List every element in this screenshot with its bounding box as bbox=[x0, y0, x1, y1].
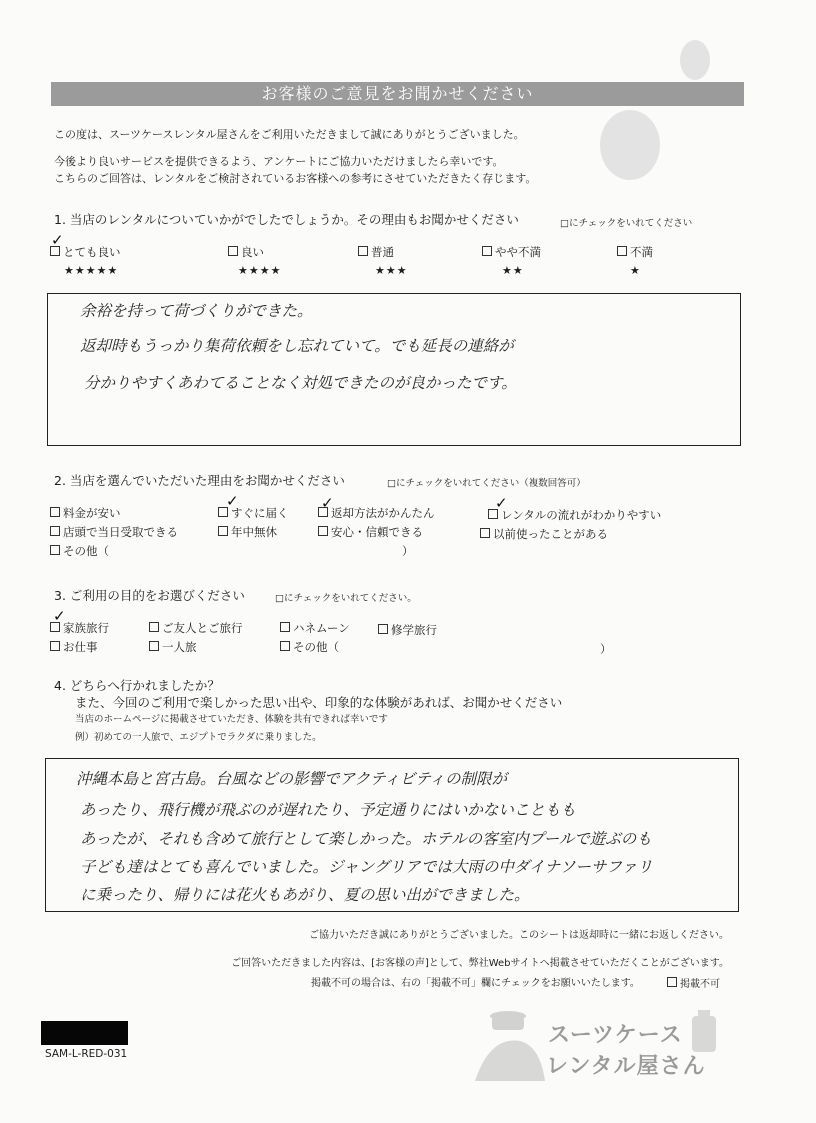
checkbox[interactable] bbox=[378, 624, 388, 634]
option-label: ご友人とご旅行 bbox=[162, 621, 243, 635]
question-4: 4. どちらへ行かれましたか？ bbox=[54, 678, 220, 693]
handwritten-line: 沖縄本島と宮古島。台風などの影響でアクティビティの制限が bbox=[76, 770, 508, 788]
redacted-block bbox=[41, 1021, 128, 1045]
option-label: 普通 bbox=[371, 245, 394, 259]
survey-title: お客様のご意見をお聞かせください bbox=[51, 82, 744, 106]
intro-line: こちらのご回答は、レンタルをご検討されているお客様への参考にさせていただきたく存じます。 bbox=[54, 172, 537, 185]
option-label: とても良い bbox=[63, 245, 121, 259]
check-mark: ✓ bbox=[53, 607, 66, 625]
scan-smudge bbox=[680, 40, 710, 80]
handwritten-line: 返却時もうっかり集荷依頼をし忘れていて。でも延長の連絡が bbox=[80, 337, 514, 355]
checkbox[interactable] bbox=[480, 528, 490, 538]
rating-stars: ★★ bbox=[502, 264, 524, 277]
rating-stars: ★ bbox=[630, 264, 641, 277]
footer-optout-notice: 掲載不可の場合は、右の「掲載不可」欄にチェックをお願いいたします。 bbox=[311, 978, 640, 989]
option-label: その他（ bbox=[63, 544, 109, 558]
rating-option-somewhat-dissatisfied[interactable] bbox=[482, 245, 541, 259]
check-mark: ✓ bbox=[321, 494, 334, 512]
option-label: ハネムーン bbox=[293, 621, 350, 635]
checkbox[interactable] bbox=[149, 641, 159, 651]
check-mark: ✓ bbox=[51, 231, 64, 249]
handwritten-line: 子ども達はとても喜んでいました。ジャングリアでは大雨の中ダイナソーサファリ bbox=[80, 858, 653, 876]
question-2: 2. 当店を選んでいただいた理由をお聞かせください bbox=[54, 473, 345, 488]
option-label: 良い bbox=[241, 245, 264, 259]
optout-checkbox[interactable] bbox=[667, 977, 720, 991]
reason-open-all-year[interactable] bbox=[218, 525, 277, 539]
intro-line: この度は、スーツケースレンタル屋さんをご利用いただきまして誠にありがとうございました。 bbox=[54, 128, 525, 141]
checkbox[interactable] bbox=[280, 641, 290, 651]
intro-line: 今後より良いサービスを提供できるよう、アンケートにご協力いただけましたら幸いです。 bbox=[54, 155, 504, 168]
option-label: 料金が安い bbox=[63, 506, 121, 520]
option-label: 不満 bbox=[630, 245, 653, 259]
reason-easy-return[interactable] bbox=[318, 506, 435, 520]
check-mark: ✓ bbox=[495, 494, 508, 512]
document-code: SAM-L-RED-031 bbox=[45, 1048, 128, 1060]
rating-option-dissatisfied[interactable] bbox=[617, 245, 653, 259]
question-4-sub: また、今回のご利用で楽しかった思い出や、印象的な体験があれば、お聞かせください bbox=[75, 695, 563, 710]
option-label: 修学旅行 bbox=[391, 623, 437, 637]
question-1-note: □にチェックをいれてください bbox=[560, 218, 693, 229]
purpose-other[interactable] bbox=[280, 640, 339, 654]
option-label: 以前使ったことがある bbox=[493, 527, 608, 541]
purpose-business[interactable] bbox=[50, 640, 98, 654]
footer-publish-notice: ご回答いただきました内容は、[お客様の声]として、弊社Webサイトへ掲載させていただくことがございます。 bbox=[231, 958, 729, 969]
checkbox[interactable] bbox=[50, 545, 60, 555]
question-3-note: □にチェックをいれてください。 bbox=[275, 593, 417, 604]
handwritten-line: あったり、飛行機が飛ぶのが遅れたり、予定通りにはいかないこともも bbox=[80, 801, 576, 819]
option-label: レンタルの流れがわかりやすい bbox=[501, 508, 662, 522]
brand-name-line-1: スーツケース bbox=[548, 1023, 683, 1048]
rating-stars: ★★★ bbox=[375, 264, 408, 277]
purpose-friends-trip[interactable] bbox=[149, 621, 243, 635]
handwritten-line: に乗ったり、帰りには花火もあがり、夏の思い出ができました。 bbox=[80, 886, 530, 904]
option-label: 安心・信頼できる bbox=[331, 525, 423, 539]
option-label: 家族旅行 bbox=[63, 621, 109, 635]
checkbox[interactable] bbox=[149, 622, 159, 632]
question-4-example: 例）初めての一人旅で、エジプトでラクダに乗りました。 bbox=[75, 732, 322, 743]
reason-trustworthy[interactable] bbox=[318, 525, 423, 539]
reason-other[interactable] bbox=[50, 544, 109, 558]
rating-stars: ★★★★ bbox=[238, 264, 282, 277]
purpose-school-trip[interactable] bbox=[378, 623, 437, 637]
option-label: 店頭で当日受取できる bbox=[63, 525, 178, 539]
checkbox[interactable] bbox=[667, 977, 677, 987]
option-label: 年中無休 bbox=[231, 525, 277, 539]
checkbox[interactable] bbox=[50, 526, 60, 536]
checkbox[interactable] bbox=[617, 246, 627, 256]
purpose-honeymoon[interactable] bbox=[280, 621, 350, 635]
handwritten-line: 余裕を持って荷づくりができた。 bbox=[80, 302, 313, 320]
option-label: お仕事 bbox=[63, 640, 98, 654]
footer-thanks: ご協力いただき誠にありがとうございました。このシートは返却時に一緒にお返しください。 bbox=[309, 930, 729, 941]
option-label: すぐに届く bbox=[231, 506, 289, 520]
checkbox[interactable] bbox=[50, 507, 60, 517]
rating-option-good[interactable] bbox=[228, 245, 264, 259]
checkbox[interactable] bbox=[318, 526, 328, 536]
brand-name-line-2: レンタル屋さん bbox=[546, 1054, 706, 1079]
question-1: 1. 当店のレンタルについていかがでしたでしょうか。その理由もお聞かせください bbox=[54, 212, 519, 227]
question-3: 3. ご利用の目的をお選びください bbox=[54, 588, 245, 603]
rating-stars: ★★★★★ bbox=[64, 264, 119, 277]
check-mark: ✓ bbox=[226, 492, 239, 510]
option-label: やや不満 bbox=[495, 245, 541, 259]
reason-clear-process[interactable] bbox=[488, 508, 661, 522]
checkbox[interactable] bbox=[358, 246, 368, 256]
close-paren: ） bbox=[600, 642, 612, 656]
question-2-note: □にチェックをいれてください（複数回答可） bbox=[387, 478, 586, 489]
checkbox[interactable] bbox=[482, 246, 492, 256]
optout-label: 掲載不可 bbox=[680, 979, 720, 990]
option-label: その他（ bbox=[293, 640, 339, 654]
reason-used-before[interactable] bbox=[480, 527, 608, 541]
reason-cheap[interactable] bbox=[50, 506, 121, 520]
checkbox[interactable] bbox=[50, 641, 60, 651]
option-label: 一人旅 bbox=[162, 640, 197, 654]
checkbox[interactable] bbox=[218, 526, 228, 536]
option-label: 返却方法がかんたん bbox=[331, 506, 435, 520]
rating-option-average[interactable] bbox=[358, 245, 394, 259]
checkbox[interactable] bbox=[228, 246, 238, 256]
reason-same-day-pickup[interactable] bbox=[50, 525, 178, 539]
checkbox[interactable] bbox=[280, 622, 290, 632]
handwritten-line: あったが、それも含めて旅行として楽しかった。ホテルの客室内プールで遊ぶのも bbox=[80, 830, 652, 848]
close-paren: ） bbox=[402, 544, 414, 558]
scan-smudge bbox=[600, 110, 660, 180]
question-4-note: 当店のホームページに掲載させていただき、体験を共有できれば幸いです bbox=[75, 714, 388, 725]
purpose-solo-trip[interactable] bbox=[149, 640, 197, 654]
handwritten-line: 分かりやすくあわてることなく対処できたのが良かったです。 bbox=[84, 374, 517, 392]
